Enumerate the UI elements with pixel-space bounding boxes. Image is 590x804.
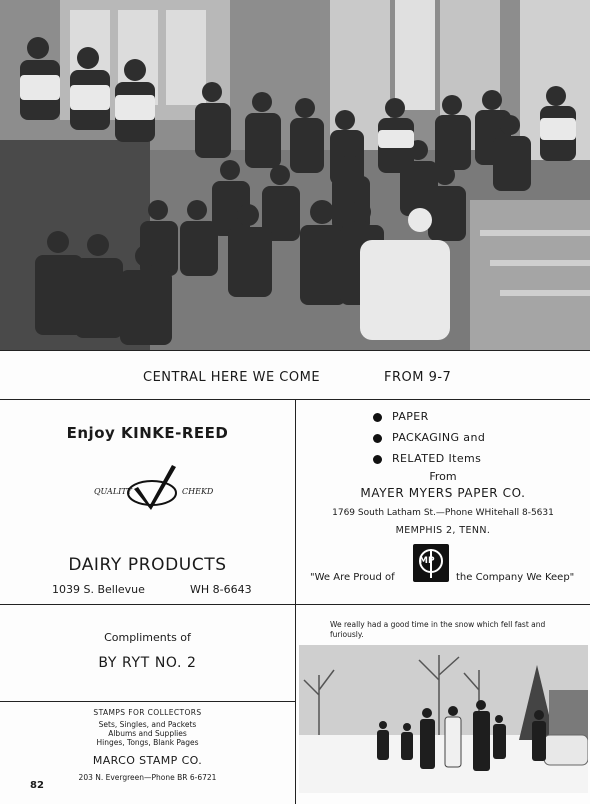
mayer-city: MEMPHIS 2, TENN.	[395, 525, 491, 536]
marco-address: 203 N. Evergreen—Phone BR 6-6721	[78, 773, 217, 782]
mayer-company-name: MAYER MYERS PAPER CO.	[360, 486, 526, 500]
snow-scene-illustration	[299, 645, 588, 793]
mayer-myers-ad	[296, 400, 590, 604]
mayer-from: From	[429, 470, 457, 483]
marco-stamp-ad	[0, 702, 295, 804]
bullet-dot-icon	[373, 455, 382, 464]
bullet-dot-icon	[373, 434, 382, 443]
kinke-reed-ad	[0, 400, 295, 604]
snow-photo-caption: We really had a good time in the snow which fell fast and furiously.	[330, 620, 546, 639]
class-photo-illustration	[0, 0, 590, 350]
photo-caption-left: CENTRAL HERE WE COME	[143, 370, 321, 385]
mayer-address: 1769 South Latham St.—Phone WHitehall 8-5631	[332, 508, 554, 518]
badge-check-text: CHEKD	[182, 487, 214, 496]
bullet-item: PAPER	[373, 410, 485, 423]
kinke-reed-address: 1039 S. Bellevue	[52, 583, 145, 596]
marco-line-1: Sets, Singles, and Packets	[98, 720, 197, 729]
marco-line-2: Albums and Supplies	[108, 729, 187, 738]
mp-logo	[413, 544, 449, 582]
mayer-bullet-list	[373, 410, 485, 473]
marco-header: STAMPS FOR COLLECTORS	[93, 708, 202, 717]
mp-logo-text: MP	[419, 556, 435, 566]
compliments-line: Compliments of	[104, 631, 191, 644]
marco-line-3: Hinges, Tongs, Blank Pages	[96, 738, 199, 747]
bullet-item: PACKAGING and	[373, 431, 485, 444]
page-number: 82	[30, 780, 44, 791]
class-group-photo	[0, 0, 590, 350]
dairy-products-label: DAIRY PRODUCTS	[68, 555, 227, 575]
kinke-reed-phone: WH 8-6643	[190, 583, 252, 596]
marco-company-name: MARCO STAMP CO.	[92, 754, 203, 767]
mayer-slogan-left: "We Are Proud of	[310, 572, 395, 583]
bullet-dot-icon	[373, 413, 382, 422]
bullet-item: RELATED Items	[373, 452, 485, 465]
snow-photo	[299, 645, 588, 793]
badge-quality-text: QUALITY	[94, 487, 132, 496]
compliments-ad	[0, 605, 295, 701]
mayer-slogan-right: the Company We Keep"	[456, 572, 575, 583]
quality-check-badge	[90, 463, 215, 513]
caption-top-rule	[0, 350, 590, 351]
ad-divider-right	[296, 604, 590, 605]
photo-caption-right: FROM 9-7	[384, 370, 452, 385]
kinke-reed-headline: Enjoy KINKE-REED	[66, 424, 229, 442]
by-ryt-line: BY RYT NO. 2	[98, 655, 197, 671]
